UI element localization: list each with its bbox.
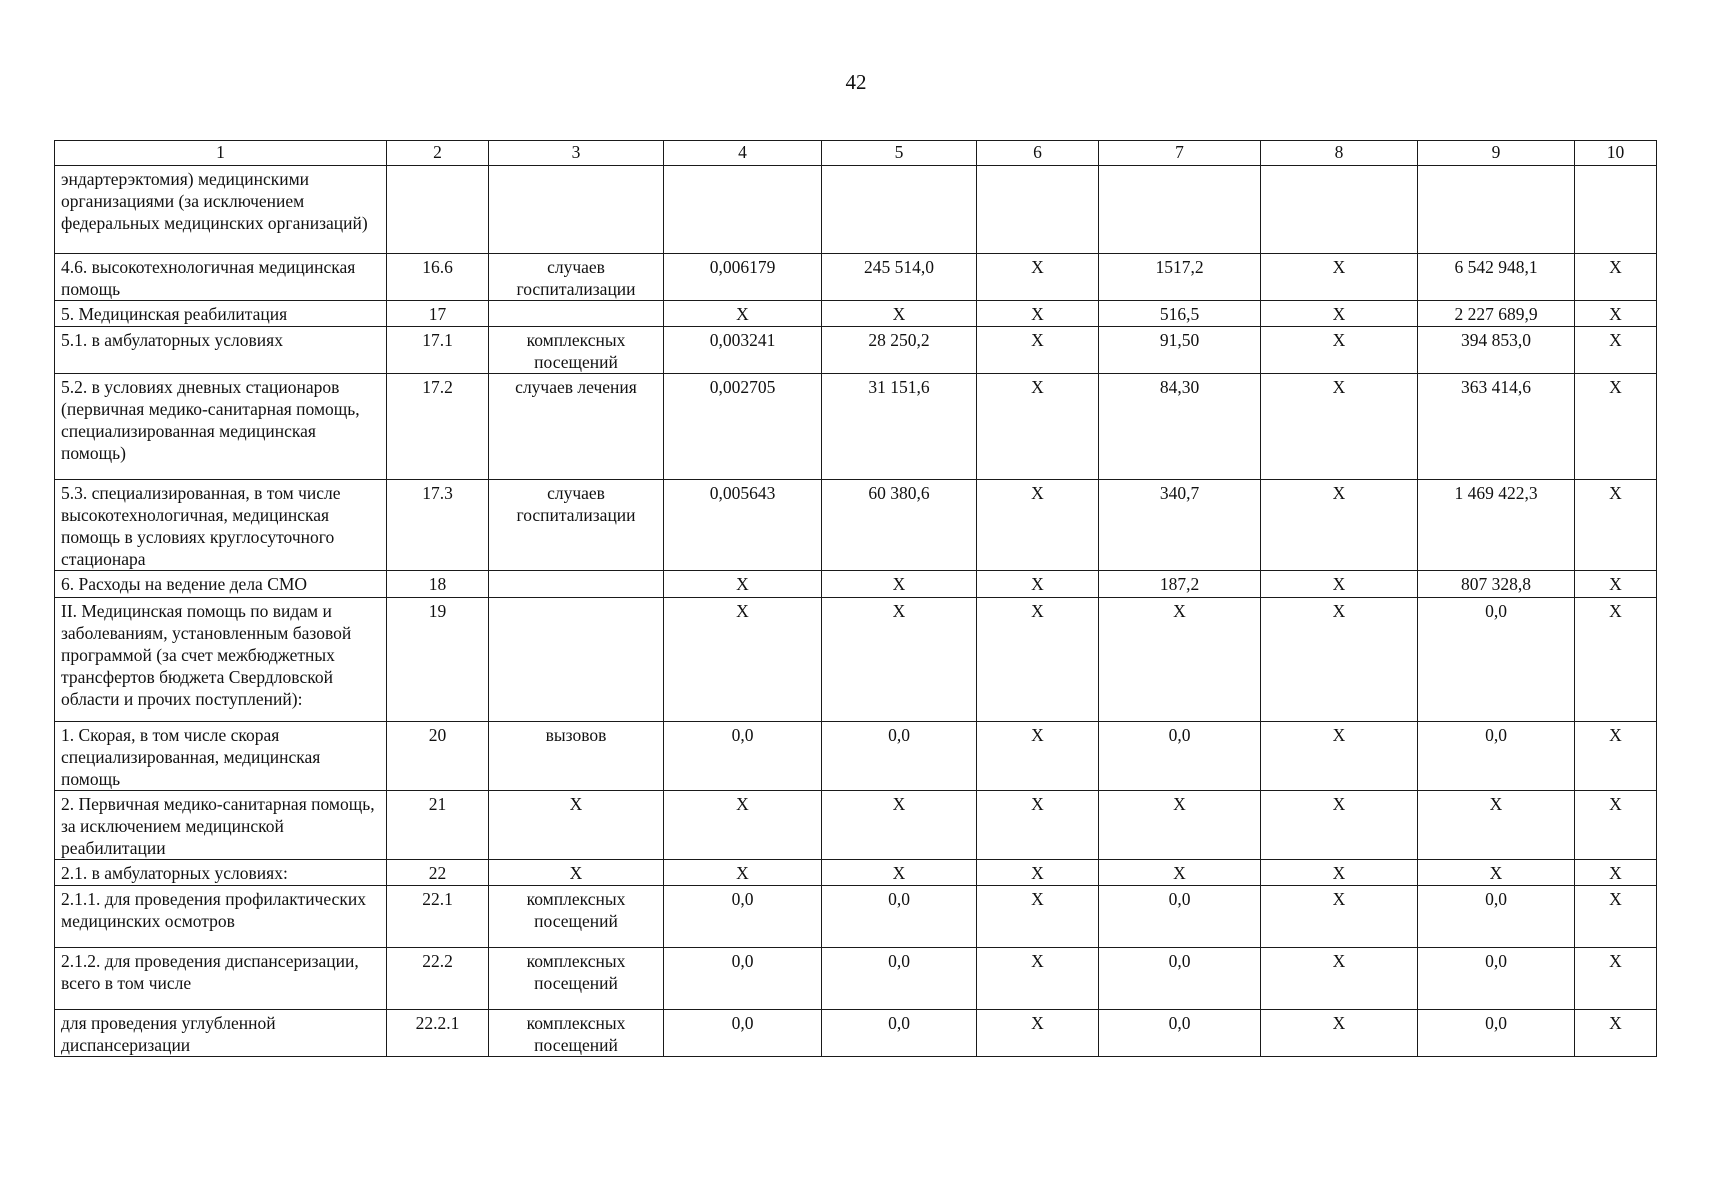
table-cell-col-4: X xyxy=(664,301,822,327)
table-cell-col-8 xyxy=(1261,166,1418,254)
table-cell-col-2 xyxy=(387,166,489,254)
table-cell-col-3: X xyxy=(489,791,664,860)
table-row xyxy=(55,254,1657,301)
table-cell-col-1: эндартерэктомия) медицинскими организациями (за исключением федеральных медицинских организаций) xyxy=(55,166,387,254)
table-cell-col-1: 2. Первичная медико-санитарная помощь, за исключением медицинской реабилитации xyxy=(55,791,387,860)
table-cell-col-8: X xyxy=(1261,480,1418,571)
table-cell-col-10: X xyxy=(1575,948,1657,1010)
table-cell-col-6: X xyxy=(977,948,1099,1010)
table-cell-col-1: 5.3. специализированная, в том числе высокотехнологичная, медицинская помощь в условиях круглосуточного стационара xyxy=(55,480,387,571)
table-cell-col-5: 0,0 xyxy=(822,948,977,1010)
table-cell-col-4: 0,006179 xyxy=(664,254,822,301)
table-cell-col-4: 0,0 xyxy=(664,1010,822,1057)
table-cell-col-6: X xyxy=(977,301,1099,327)
table-cell-col-9 xyxy=(1418,166,1575,254)
table-cell-col-9: X xyxy=(1418,791,1575,860)
table-cell-col-2: 16.6 xyxy=(387,254,489,301)
column-header-9: 9 xyxy=(1418,141,1575,166)
table-cell-col-9: 0,0 xyxy=(1418,598,1575,722)
table-cell-col-9: 2 227 689,9 xyxy=(1418,301,1575,327)
table-cell-col-7: 340,7 xyxy=(1099,480,1261,571)
table-cell-col-5: X xyxy=(822,571,977,598)
table-cell-col-4: 0,0 xyxy=(664,948,822,1010)
column-header-6: 6 xyxy=(977,141,1099,166)
table-cell-col-8: X xyxy=(1261,571,1418,598)
header-row xyxy=(55,141,1657,166)
table-cell-col-6: X xyxy=(977,791,1099,860)
table-cell-col-1: 2.1.1. для проведения профилактических медицинских осмотров xyxy=(55,886,387,948)
table-cell-col-8: X xyxy=(1261,327,1418,374)
table-cell-col-8: X xyxy=(1261,254,1418,301)
table-cell-col-7: 0,0 xyxy=(1099,722,1261,791)
table-cell-col-6: X xyxy=(977,374,1099,480)
table-cell-col-6: X xyxy=(977,327,1099,374)
table-cell-col-2: 21 xyxy=(387,791,489,860)
column-header-10: 10 xyxy=(1575,141,1657,166)
table-cell-col-3: комплексных посещений xyxy=(489,327,664,374)
table-cell-col-8: X xyxy=(1261,791,1418,860)
table-cell-col-1: 5. Медицинская реабилитация xyxy=(55,301,387,327)
table-cell-col-8: X xyxy=(1261,301,1418,327)
table-cell-col-5: 60 380,6 xyxy=(822,480,977,571)
table-cell-col-5: 0,0 xyxy=(822,1010,977,1057)
table-cell-col-2: 17.1 xyxy=(387,327,489,374)
table-cell-col-6: X xyxy=(977,722,1099,791)
table-cell-col-1: для проведения углубленной диспансеризации xyxy=(55,1010,387,1057)
table-cell-col-7: 91,50 xyxy=(1099,327,1261,374)
table-cell-col-2: 18 xyxy=(387,571,489,598)
table-cell-col-7 xyxy=(1099,166,1261,254)
table-cell-col-9: 0,0 xyxy=(1418,948,1575,1010)
table-cell-col-3: комплексных посещений xyxy=(489,886,664,948)
table-cell-col-8: X xyxy=(1261,860,1418,886)
table-cell-col-3: комплексных посещений xyxy=(489,1010,664,1057)
table-cell-col-7: 187,2 xyxy=(1099,571,1261,598)
table-cell-col-3: случаев госпитализации xyxy=(489,480,664,571)
table-row xyxy=(55,480,1657,571)
column-header-3: 3 xyxy=(489,141,664,166)
table-cell-col-5: 0,0 xyxy=(822,722,977,791)
table-cell-col-1: 5.2. в условиях дневных стационаров (первичная медико-санитарная помощь, специализированная медицинская помощь) xyxy=(55,374,387,480)
table-cell-col-6: X xyxy=(977,598,1099,722)
table-cell-col-4: 0,003241 xyxy=(664,327,822,374)
table-cell-col-8: X xyxy=(1261,886,1418,948)
table-cell-col-10: X xyxy=(1575,886,1657,948)
table-cell-col-7: 0,0 xyxy=(1099,948,1261,1010)
table-cell-col-1: 2.1. в амбулаторных условиях: xyxy=(55,860,387,886)
table-cell-col-10: X xyxy=(1575,327,1657,374)
table-cell-col-7: 0,0 xyxy=(1099,1010,1261,1057)
table-cell-col-1: 2.1.2. для проведения диспансеризации, всего в том числе xyxy=(55,948,387,1010)
table-cell-col-9: 0,0 xyxy=(1418,886,1575,948)
table-cell-col-3: случаев госпитализации xyxy=(489,254,664,301)
table-cell-col-3 xyxy=(489,166,664,254)
table-cell-col-4: 0,005643 xyxy=(664,480,822,571)
table-row xyxy=(55,722,1657,791)
table-row xyxy=(55,948,1657,1010)
table-cell-col-10: X xyxy=(1575,374,1657,480)
table-cell-col-7: 1517,2 xyxy=(1099,254,1261,301)
table-cell-col-7: 84,30 xyxy=(1099,374,1261,480)
table-cell-col-6: X xyxy=(977,254,1099,301)
table-cell-col-1: 6. Расходы на ведение дела СМО xyxy=(55,571,387,598)
table-cell-col-4: 0,0 xyxy=(664,886,822,948)
table-cell-col-3: случаев лечения xyxy=(489,374,664,480)
table-cell-col-4: X xyxy=(664,860,822,886)
table-cell-col-7: X xyxy=(1099,598,1261,722)
table-cell-col-5: X xyxy=(822,860,977,886)
table-cell-col-9: 0,0 xyxy=(1418,1010,1575,1057)
table-row xyxy=(55,886,1657,948)
table-row xyxy=(55,301,1657,327)
table-body xyxy=(55,166,1657,1057)
table-cell-col-5: 245 514,0 xyxy=(822,254,977,301)
table-cell-col-8: X xyxy=(1261,948,1418,1010)
table-cell-col-10: X xyxy=(1575,860,1657,886)
table-cell-col-9: 807 328,8 xyxy=(1418,571,1575,598)
column-header-1: 1 xyxy=(55,141,387,166)
table-cell-col-5: X xyxy=(822,598,977,722)
table-row xyxy=(55,791,1657,860)
table-cell-col-2: 17.2 xyxy=(387,374,489,480)
table-cell-col-5: X xyxy=(822,791,977,860)
table-cell-col-7: 516,5 xyxy=(1099,301,1261,327)
table-cell-col-4 xyxy=(664,166,822,254)
table-row xyxy=(55,166,1657,254)
table-cell-col-4: 0,0 xyxy=(664,722,822,791)
table-cell-col-2: 22.2 xyxy=(387,948,489,1010)
table-cell-col-10: X xyxy=(1575,480,1657,571)
table-cell-col-7: X xyxy=(1099,791,1261,860)
table-cell-col-10: X xyxy=(1575,1010,1657,1057)
table-cell-col-5 xyxy=(822,166,977,254)
table-cell-col-7: 0,0 xyxy=(1099,886,1261,948)
table-cell-col-6: X xyxy=(977,860,1099,886)
table-cell-col-4: 0,002705 xyxy=(664,374,822,480)
table-cell-col-10 xyxy=(1575,166,1657,254)
table-cell-col-1: 4.6. высокотехнологичная медицинская помощь xyxy=(55,254,387,301)
table-row xyxy=(55,1010,1657,1057)
table-cell-col-3 xyxy=(489,598,664,722)
table-row xyxy=(55,327,1657,374)
table-cell-col-3 xyxy=(489,301,664,327)
table-cell-col-7: X xyxy=(1099,860,1261,886)
table-cell-col-6: X xyxy=(977,480,1099,571)
table-cell-col-3: комплексных посещений xyxy=(489,948,664,1010)
table-cell-col-3: X xyxy=(489,860,664,886)
column-header-5: 5 xyxy=(822,141,977,166)
table-cell-col-9: 0,0 xyxy=(1418,722,1575,791)
column-header-7: 7 xyxy=(1099,141,1261,166)
column-header-8: 8 xyxy=(1261,141,1418,166)
table-cell-col-2: 17.3 xyxy=(387,480,489,571)
table-cell-col-9: X xyxy=(1418,860,1575,886)
table-cell-col-9: 1 469 422,3 xyxy=(1418,480,1575,571)
table-cell-col-10: X xyxy=(1575,254,1657,301)
table-row xyxy=(55,374,1657,480)
table-cell-col-2: 19 xyxy=(387,598,489,722)
table-cell-col-6: X xyxy=(977,1010,1099,1057)
table-cell-col-5: 0,0 xyxy=(822,886,977,948)
table-cell-col-4: X xyxy=(664,571,822,598)
table-cell-col-4: X xyxy=(664,791,822,860)
table-cell-col-6: X xyxy=(977,571,1099,598)
page-number: 42 xyxy=(845,70,867,94)
table-row xyxy=(55,571,1657,598)
table-row xyxy=(55,860,1657,886)
table-cell-col-8: X xyxy=(1261,1010,1418,1057)
column-header-4: 4 xyxy=(664,141,822,166)
table-cell-col-2: 20 xyxy=(387,722,489,791)
column-header-2: 2 xyxy=(387,141,489,166)
table-cell-col-9: 6 542 948,1 xyxy=(1418,254,1575,301)
table-cell-col-8: X xyxy=(1261,598,1418,722)
table-cell-col-10: X xyxy=(1575,791,1657,860)
table-cell-col-3: вызовов xyxy=(489,722,664,791)
table-cell-col-1: 1. Скорая, в том числе скорая специализированная, медицинская помощь xyxy=(55,722,387,791)
table-cell-col-8: X xyxy=(1261,722,1418,791)
table-cell-col-2: 22 xyxy=(387,860,489,886)
table-cell-col-10: X xyxy=(1575,301,1657,327)
table-cell-col-9: 394 853,0 xyxy=(1418,327,1575,374)
table-cell-col-3 xyxy=(489,571,664,598)
table-cell-col-2: 22.1 xyxy=(387,886,489,948)
table-cell-col-10: X xyxy=(1575,598,1657,722)
table-cell-col-6: X xyxy=(977,886,1099,948)
table-cell-col-10: X xyxy=(1575,571,1657,598)
table-cell-col-2: 22.2.1 xyxy=(387,1010,489,1057)
table-cell-col-1: II. Медицинская помощь по видам и заболеваниям, установленным базовой программой (за счет межбюджетных трансфертов бюджета Свердловской области и прочих поступлений): xyxy=(55,598,387,722)
table-cell-col-5: X xyxy=(822,301,977,327)
data-table xyxy=(54,140,1657,1057)
table-cell-col-8: X xyxy=(1261,374,1418,480)
table-cell-col-9: 363 414,6 xyxy=(1418,374,1575,480)
table-row xyxy=(55,598,1657,722)
table-cell-col-1: 5.1. в амбулаторных условиях xyxy=(55,327,387,374)
table-cell-col-5: 28 250,2 xyxy=(822,327,977,374)
table-cell-col-6 xyxy=(977,166,1099,254)
table-cell-col-4: X xyxy=(664,598,822,722)
table-cell-col-10: X xyxy=(1575,722,1657,791)
table-cell-col-5: 31 151,6 xyxy=(822,374,977,480)
table-cell-col-2: 17 xyxy=(387,301,489,327)
